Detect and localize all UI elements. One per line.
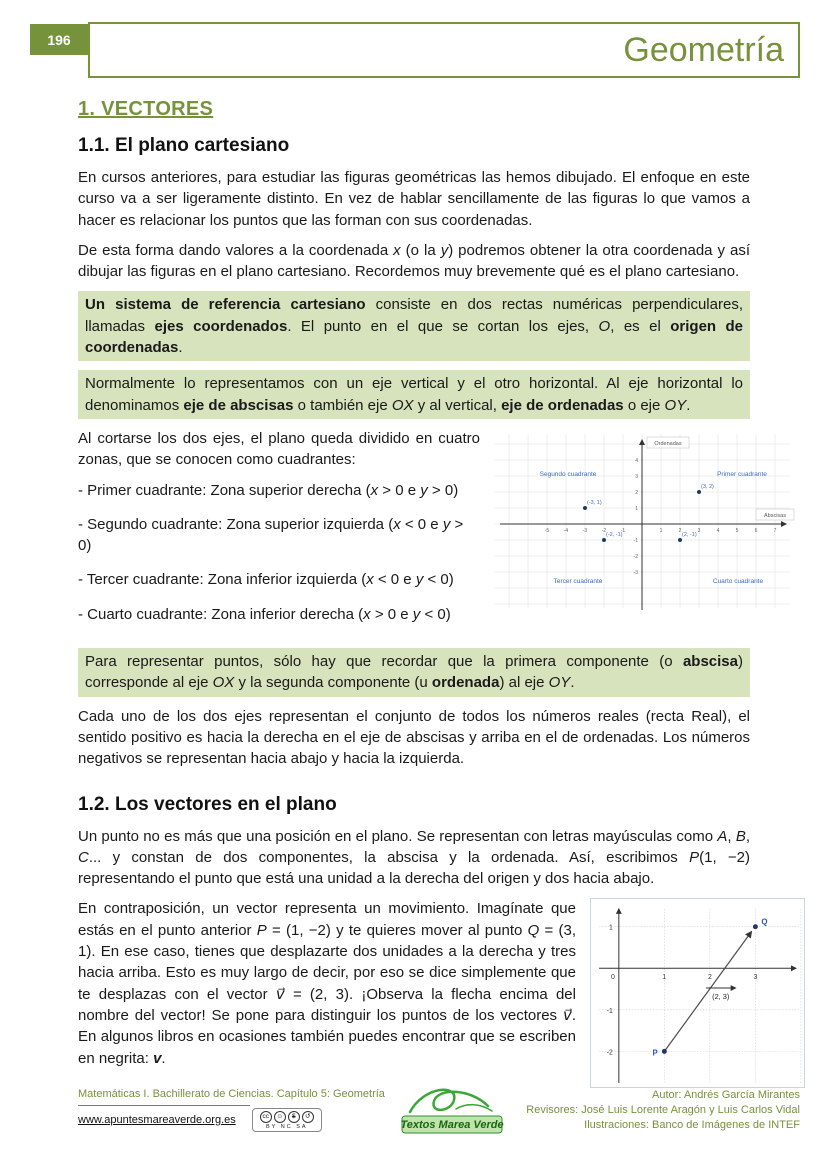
noncommercial-icon: $: [288, 1111, 300, 1123]
grid: [599, 909, 801, 1083]
y-axis-name: Ordenadas: [654, 440, 682, 447]
paragraph: Al cortarse los dos ejes, el plano queda dividido en cuatro zonas, que se conocen como cuadrantes:: [78, 429, 480, 469]
point-label: (-3, 1): [587, 499, 602, 506]
x-tick-label: -1: [620, 527, 626, 534]
footer-left: [78, 1088, 388, 1132]
point-label: P: [652, 1048, 658, 1058]
subsection-1-2-heading: 1.2. Los vectores en el plano: [78, 793, 337, 815]
point-label: (2, -1): [682, 531, 697, 538]
point-label: (-2, -1): [606, 531, 623, 538]
cc-license-badge[interactable]: [252, 1108, 322, 1132]
vector-label: (2, 3): [712, 992, 730, 1002]
plotted-point: [753, 925, 758, 930]
plotted-point: [697, 490, 701, 494]
cc-icon: cc: [260, 1111, 272, 1123]
third-quadrant-label: Tercer cuadrante: [553, 577, 603, 585]
vector-text: [78, 898, 576, 1077]
second-quadrant-label: Segundo cuadrante: [539, 470, 597, 478]
x-tick-label: 1: [659, 527, 663, 534]
quadrant-item: - Cuarto cuadrante: Zona inferior derecha (x > 0 e y < 0): [78, 605, 451, 623]
cc-icons-row: [260, 1111, 314, 1123]
x-tick-label: 4: [716, 527, 720, 534]
publisher-logo: [396, 1082, 508, 1143]
x-tick-label: -3: [582, 527, 588, 534]
x-tick-label: -2: [601, 527, 607, 534]
point-label: Q: [761, 918, 768, 928]
y-tick-label: -2: [633, 553, 638, 560]
chapter-title: Geometría: [623, 30, 784, 69]
quadrants-text: [78, 428, 480, 638]
chapter-title-box: [88, 22, 800, 78]
footer-divider: [78, 1105, 250, 1106]
x-tick-label: 2: [678, 527, 682, 534]
paragraph: Cada uno de los dos ejes representan el conjunto de todos los números reales (recta Real), el sentido positivo es hacia la derecha en el eje de abscisas y arriba en el de ordenadas. Los números negativos se representan hacia abajo y hacia la izquierda.: [78, 707, 750, 768]
y-tick-label: -3: [633, 569, 638, 576]
x-tick-label: 5: [735, 527, 739, 534]
cc-license-label: BY NC SA: [265, 1124, 308, 1130]
footer-right: [526, 1088, 800, 1133]
paragraph: En cursos anteriores, para estudiar las figuras geométricas las hemos dibujado. El enfoque en este curso va a ser ligeramente distinto. En vez de hablar sencillamente de las figuras lo que vamos a hacer es relacionar los puntos que las forman con sus coordenadas.: [78, 169, 750, 229]
logo-doodle: [396, 1082, 508, 1138]
paragraph: En contraposición, un vector representa un movimiento. Imagínate que estás en el punto anterior P = (1, −2) y te quieres mover al punto Q = (3, 1). En ese caso, tienes que desplazarte dos unidades a la derecha y tres hacia arriba. Esto es muy largo de decir, por eso se dice simplemente que te desplazas con el vector v⃗ = (2, 3). ¡Observa la flecha encima del nombre del vector! Se pone para distinguir los puntos de los vectores v⃗. En algunos libros en ocasiones también puedes encontrar que se escriben en negrita: v.: [78, 900, 576, 1067]
footer-book-info: Matemáticas I. Bachillerato de Ciencias. Capítulo 5: Geometría: [78, 1088, 385, 1100]
y-tick-label: 4: [635, 457, 638, 464]
y-tick-label: 1: [609, 925, 613, 933]
x-axis-name: Abscisas: [763, 512, 787, 519]
definition-box: Para representar puntos, sólo hay que recordar que la primera componente (o abscisa) corresponde al eje OX y la segunda componente (u ordenada) al eje OY.: [78, 648, 750, 697]
website-link[interactable]: www.apuntesmareaverde.org.es: [78, 1114, 236, 1126]
fourth-quadrant-label: Cuarto cuadrante: [712, 577, 764, 585]
x-tick-label: 2: [707, 974, 712, 982]
logo-squiggle: [410, 1090, 488, 1112]
quadrants-section: [78, 428, 805, 638]
quadrant-item: - Segundo cuadrante: Zona superior izquierda (x < 0 e y > 0): [78, 515, 464, 555]
plotted-point: [678, 538, 682, 542]
x-tick-label: 0: [610, 974, 615, 982]
footer-illustrations: Ilustraciones: Banco de Imágenes de INTEF: [584, 1118, 800, 1131]
subsection-1-1-heading: 1.1. El plano cartesiano: [78, 135, 290, 156]
footer-reviewers: Revisores: José Luis Lorente Aragón y Luis Carlos Vidal: [526, 1103, 800, 1116]
quadrant-item: - Primer cuadrante: Zona superior derecha (x > 0 e y > 0): [78, 481, 459, 499]
points-and-vector: [607, 918, 768, 1058]
definition-box: Normalmente lo representamos con un eje vertical y el otro horizontal. Al eje horizontal lo denominamos eje de abscisas o también eje OX y al vertical, eje de ordenadas o eje OY.: [78, 370, 750, 419]
y-tick-label: 1: [635, 505, 638, 512]
plotted-point: [583, 506, 587, 510]
section-heading: 1. VECTORES: [78, 98, 214, 120]
y-tick-label: 3: [635, 473, 638, 480]
first-quadrant-label: Primer cuadrante: [717, 470, 767, 478]
x-tick-label: 1: [662, 974, 667, 982]
cartesian-plane-figure: [490, 428, 800, 613]
attribution-icon: ☺: [274, 1111, 286, 1123]
x-tick-label: -5: [544, 527, 550, 534]
sharealike-icon: ↺: [302, 1111, 314, 1123]
y-tick-label: -1: [633, 537, 638, 544]
x-tick-label: 3: [753, 974, 758, 982]
x-tick-label: 6: [754, 527, 758, 534]
footer-link-row: [78, 1114, 388, 1132]
page-number: 196: [30, 24, 88, 55]
x-tick-label: 7: [773, 527, 777, 534]
logo-text: Textos Marea Verde: [400, 1119, 504, 1131]
vector-figure: [590, 898, 805, 1088]
x-tick-label: -4: [563, 527, 569, 534]
plotted-point: [602, 538, 606, 542]
definition-box: Un sistema de referencia cartesiano consiste en dos rectas numéricas perpendiculares, llamadas ejes coordenados. El punto en el que se cortan los ejes, O, es el origen de coordenadas.: [78, 291, 750, 361]
quadrant-item: - Tercer cuadrante: Zona inferior izquierda (x < 0 e y < 0): [78, 571, 454, 589]
paragraph: De esta forma dando valores a la coordenada x (o la y) podremos obtener la otra coordenada y así dibujar las figuras en el plano cartesiano. Recordemos muy brevemente qué es el plano cartesiano.: [78, 241, 751, 281]
y-tick-label: -1: [606, 1008, 613, 1016]
plotted-point: [662, 1049, 667, 1054]
vector-section: [78, 898, 805, 1088]
y-tick-label: -2: [606, 1049, 613, 1057]
footer-author: Autor: Andrés García Mirantes: [652, 1089, 800, 1101]
x-tick-label: 3: [697, 527, 701, 534]
paragraph: Un punto no es más que una posición en el plano. Se representan con letras mayúsculas como A, B, C... y constan de dos componentes, la abscisa y la ordenada. Así, escribimos P(1, −2) representando el punto que está una unidad a la derecha del origen y dos hacia abajo.: [78, 827, 750, 888]
point-label: (3, 2): [701, 483, 714, 490]
y-tick-label: 2: [635, 489, 638, 496]
vector-line: [664, 932, 751, 1052]
